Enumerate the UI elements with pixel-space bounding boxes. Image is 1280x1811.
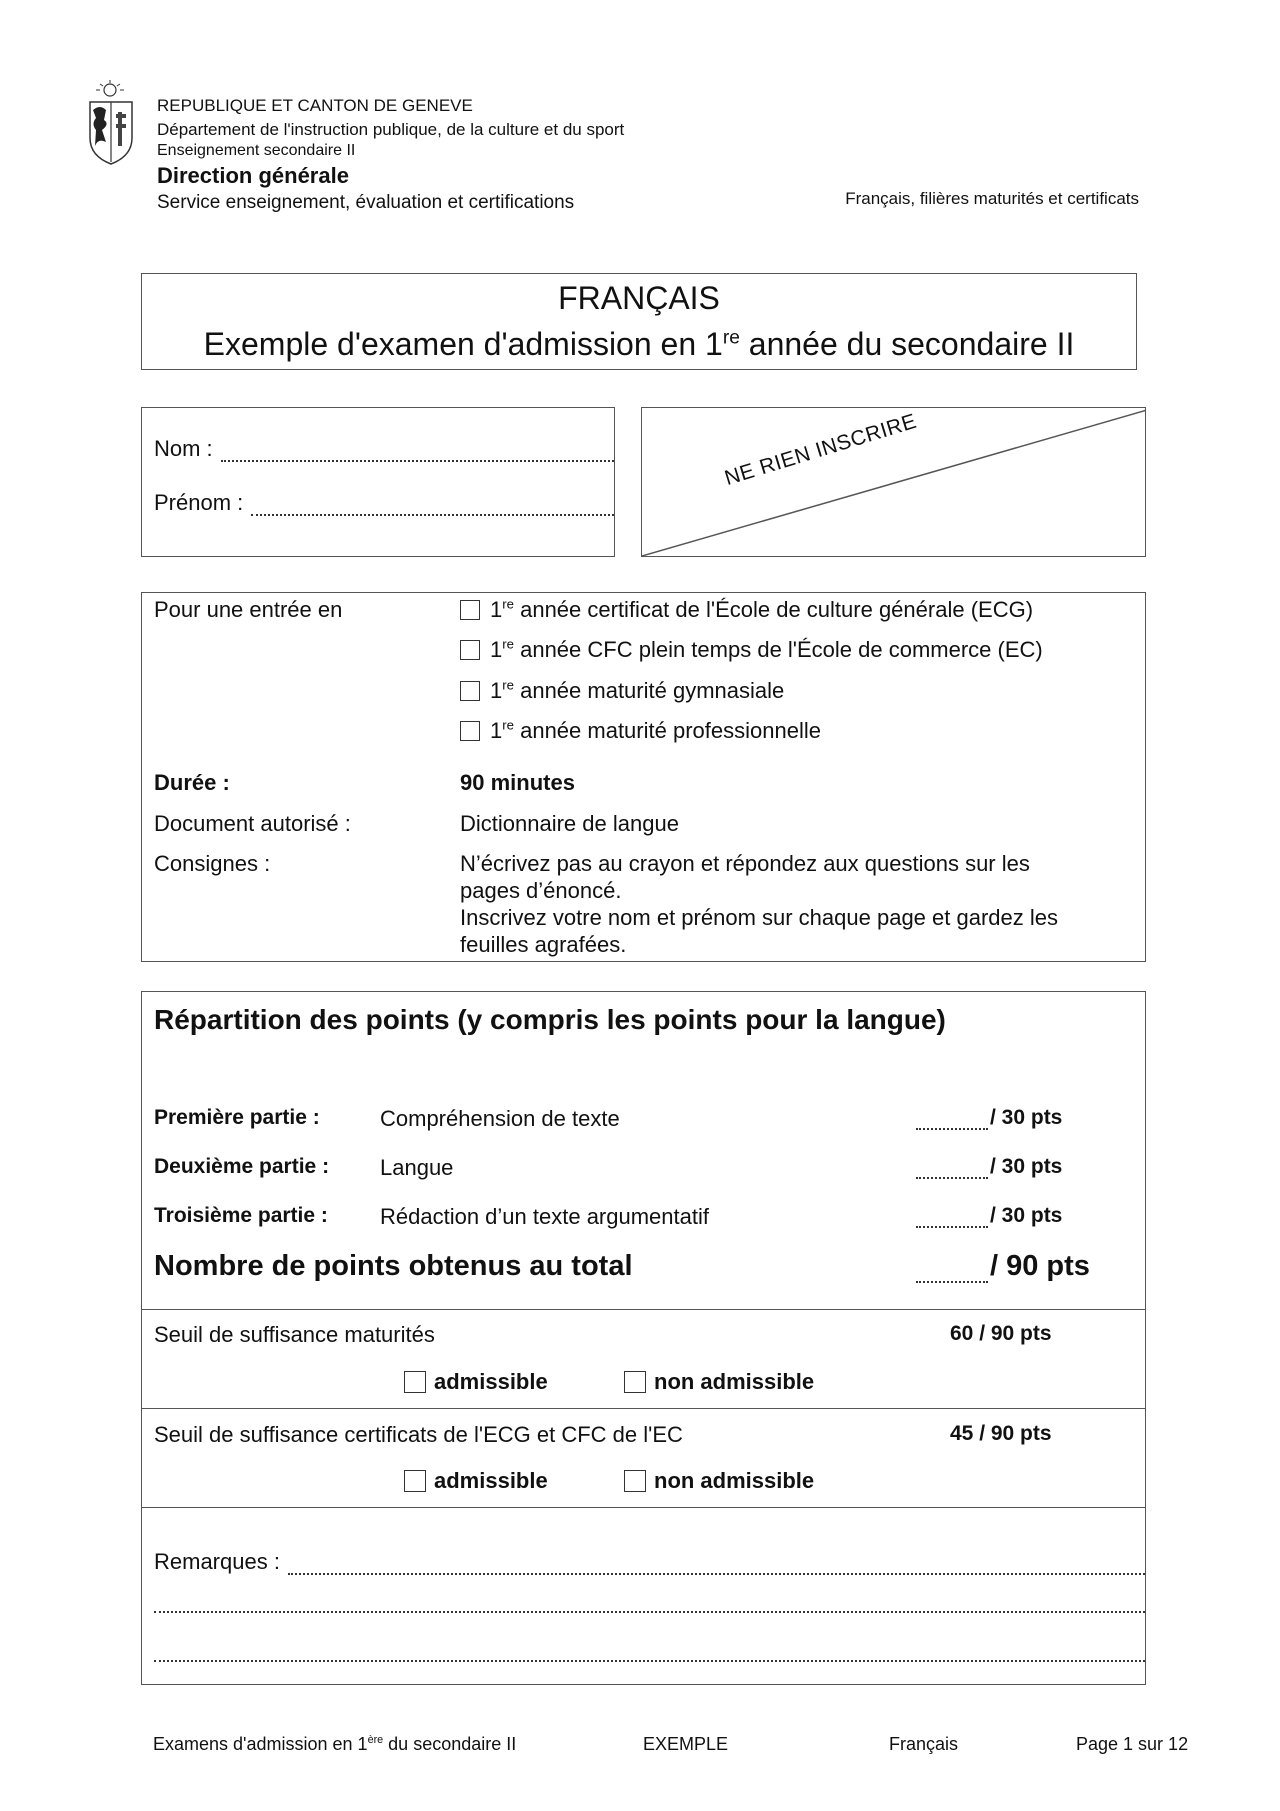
remarques-line[interactable]	[154, 1660, 1145, 1662]
remarques-label: Remarques :	[154, 1549, 280, 1574]
score-line[interactable]	[916, 1261, 988, 1283]
admissible-option[interactable]: admissible	[404, 1468, 548, 1494]
duree-label: Durée :	[154, 770, 230, 795]
part-description: Rédaction d’un texte argumentatif	[380, 1204, 709, 1229]
part-score[interactable]: / 30 pts	[916, 1204, 1062, 1228]
checkbox[interactable]	[404, 1371, 426, 1393]
part-score[interactable]: / 30 pts	[916, 1155, 1062, 1179]
header-service: Service enseignement, évaluation et certifications	[157, 192, 575, 213]
threshold-value: 45 / 90 pts	[950, 1422, 1052, 1445]
entry-option[interactable]: 1re année maturité gymnasiale	[460, 678, 784, 704]
remarques-line[interactable]	[154, 1611, 1145, 1613]
checkbox[interactable]	[460, 681, 480, 701]
footer-subject: Français	[889, 1734, 959, 1754]
geneva-crest-icon	[86, 80, 146, 170]
admissible-option[interactable]: admissible	[404, 1369, 548, 1395]
page-number: Page 1 sur 12	[1076, 1734, 1189, 1754]
entry-option[interactable]: 1re année CFC plein temps de l'École de commerce (EC)	[460, 637, 1043, 663]
entry-option[interactable]: 1re année certificat de l'École de culture générale (ECG)	[460, 597, 1033, 623]
nom-field[interactable]	[154, 436, 614, 462]
prenom-label: Prénom :	[154, 490, 244, 515]
header-line-1: REPUBLIQUE ET CANTON DE GENEVE	[157, 96, 473, 115]
ne-rien-inscrire-label: NE RIEN INSCRIRE	[722, 409, 920, 490]
nom-label: Nom :	[154, 436, 213, 461]
header-line-2: Département de l'instruction publique, de la culture et du sport	[157, 120, 625, 139]
consignes-label: Consignes :	[154, 851, 271, 876]
non-admissible-option[interactable]: non admissible	[624, 1468, 814, 1494]
document-value: Dictionnaire de langue	[460, 811, 679, 836]
checkbox[interactable]	[624, 1470, 646, 1492]
page-subtitle: Exemple d'examen d'admission en 1re année du secondaire II	[203, 326, 1075, 362]
header-line-3: Enseignement secondaire II	[157, 142, 356, 159]
part-description: Compréhension de texte	[380, 1106, 620, 1131]
checkbox[interactable]	[624, 1371, 646, 1393]
nom-line[interactable]	[221, 442, 614, 462]
checkbox[interactable]	[460, 600, 480, 620]
remarques-line[interactable]	[288, 1557, 1145, 1575]
points-box	[141, 991, 1146, 1685]
divider	[142, 1507, 1145, 1508]
header-subject: Français, filières maturités et certificats	[845, 189, 1139, 208]
reserved-box	[641, 407, 1146, 557]
threshold-label: Seuil de suffisance maturités	[154, 1322, 435, 1347]
score-line[interactable]	[916, 1112, 988, 1130]
header-direction: Direction générale	[157, 163, 349, 188]
points-title: Répartition des points (y compris les points pour la langue)	[154, 1004, 946, 1035]
entry-option[interactable]: 1re année maturité professionnelle	[460, 718, 821, 744]
total-score[interactable]: / 90 pts	[916, 1250, 1090, 1283]
checkbox[interactable]	[404, 1470, 426, 1492]
entry-label: Pour une entrée en	[154, 597, 343, 622]
checkbox[interactable]	[460, 721, 480, 741]
page-title: FRANÇAIS	[558, 280, 720, 316]
identity-box	[141, 407, 615, 557]
threshold-label: Seuil de suffisance certificats de l'ECG et CFC de l'EC	[154, 1422, 683, 1447]
part-label: Deuxième partie :	[154, 1155, 330, 1178]
info-box	[141, 592, 1146, 962]
checkbox[interactable]	[460, 640, 480, 660]
consignes-line: Inscrivez votre nom et prénom sur chaque page et gardez les	[460, 905, 1058, 930]
footer-exemple: EXEMPLE	[643, 1734, 729, 1754]
duree-value: 90 minutes	[460, 770, 575, 795]
document-label: Document autorisé :	[154, 811, 351, 836]
part-label: Troisième partie :	[154, 1204, 328, 1227]
part-description: Langue	[380, 1155, 454, 1180]
total-label: Nombre de points obtenus au total	[154, 1250, 633, 1282]
threshold-value: 60 / 90 pts	[950, 1322, 1052, 1345]
remarques-field[interactable]	[154, 1549, 1145, 1575]
prenom-field[interactable]	[154, 490, 614, 516]
part-score[interactable]: / 30 pts	[916, 1106, 1062, 1130]
title-box	[141, 273, 1137, 370]
score-line[interactable]	[916, 1161, 988, 1179]
non-admissible-option[interactable]: non admissible	[624, 1369, 814, 1395]
divider	[142, 1309, 1145, 1310]
consignes-line: feuilles agrafées.	[460, 932, 627, 957]
divider	[142, 1408, 1145, 1409]
prenom-line[interactable]	[251, 496, 614, 516]
score-line[interactable]	[916, 1210, 988, 1228]
part-label: Première partie :	[154, 1106, 320, 1129]
footer-exam: Examens d'admission en 1ère du secondaire II	[153, 1734, 517, 1754]
consignes-line: pages d’énoncé.	[460, 878, 622, 903]
consignes-line: N’écrivez pas au crayon et répondez aux questions sur les	[460, 851, 1030, 876]
